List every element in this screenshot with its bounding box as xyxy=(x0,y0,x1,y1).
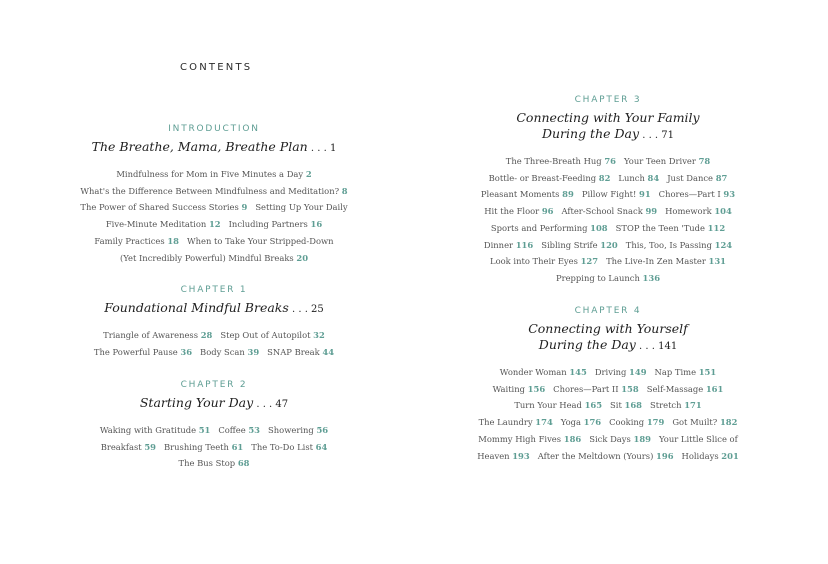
entry-title: Dinner xyxy=(483,239,514,250)
entry-page-number: 136 xyxy=(642,272,661,283)
toc-entry xyxy=(491,223,608,233)
toc-line xyxy=(66,439,362,456)
toc-entry xyxy=(665,206,732,216)
toc-entry xyxy=(616,223,726,233)
entry-title: Lunch xyxy=(618,172,645,183)
toc-entry xyxy=(229,219,323,229)
entry-list xyxy=(66,422,362,472)
toc-entry xyxy=(94,347,192,357)
entry-page-number: 108 xyxy=(590,222,608,233)
section-chapter-3 xyxy=(460,95,756,287)
entry-page-number: 53 xyxy=(248,425,261,435)
section-page: . . . 141 xyxy=(635,341,678,352)
entry-title: Heaven xyxy=(477,450,510,461)
toc-entry xyxy=(561,417,601,427)
entry-title: The Powerful Pause xyxy=(93,346,178,357)
toc-entry xyxy=(667,173,727,183)
toc-entry xyxy=(220,330,324,340)
toc-entry xyxy=(618,173,659,183)
toc-line xyxy=(460,431,756,448)
entry-page-number: 196 xyxy=(656,450,674,461)
entry-title: Look into Their Eyes xyxy=(490,256,578,267)
toc-line xyxy=(66,327,362,344)
toc-entry xyxy=(672,417,737,427)
section-label: CHAPTER 2 xyxy=(180,380,248,390)
entry-title: Yoga xyxy=(560,417,581,428)
entry-page-number: 36 xyxy=(180,346,193,357)
entry-title: Step Out of Autopilot xyxy=(220,330,311,340)
entry-page-number: 8 xyxy=(341,185,348,196)
toc-line xyxy=(460,381,756,398)
entry-title: Pillow Fight! xyxy=(581,189,637,200)
entry-page-number: 61 xyxy=(231,441,244,452)
toc-line xyxy=(460,364,756,381)
section-page: . . . 25 xyxy=(288,304,324,315)
entry-title: The Bus Stop xyxy=(178,458,236,469)
entry-page-number: 104 xyxy=(714,206,732,217)
entry-title: Bottle- or Breast-Feeding xyxy=(488,172,597,183)
section-page: . . . 71 xyxy=(639,130,675,141)
entry-page-number: 20 xyxy=(296,252,309,263)
entry-page-number: 91 xyxy=(639,189,651,200)
toc-entry xyxy=(101,442,156,452)
entry-title: Five-Minute Meditation xyxy=(105,219,207,230)
entry-page-number: 193 xyxy=(512,450,530,461)
section-page: . . . 47 xyxy=(253,399,289,410)
toc-line xyxy=(460,448,756,465)
entry-title: Including Partners xyxy=(228,219,308,230)
entry-page-number: 96 xyxy=(541,206,554,217)
toc-line xyxy=(460,397,756,414)
entry-title: Sick Days xyxy=(589,433,631,444)
entry-title: Chores—Part II xyxy=(553,383,619,394)
toc-entry xyxy=(553,384,639,394)
section-title: The Breathe, Mama, Breathe Plan . . . 1 xyxy=(91,139,337,154)
entry-page-number: 151 xyxy=(698,367,717,377)
toc-entry xyxy=(595,367,647,377)
toc-line xyxy=(460,220,756,237)
entry-page-number: 9 xyxy=(241,202,248,213)
entry-title: Wonder Woman xyxy=(499,367,567,377)
toc-line xyxy=(66,250,362,267)
entry-title: Nap Time xyxy=(654,367,697,377)
entry-list xyxy=(66,327,362,360)
toc-entry xyxy=(484,206,553,216)
toc-entry xyxy=(477,451,530,461)
entry-title: Prepping to Launch xyxy=(555,272,640,283)
entry-title: Your Little Slice of xyxy=(658,433,738,444)
section-page: . . . 1 xyxy=(307,143,337,154)
toc-entry xyxy=(484,240,533,250)
entry-title: Waking with Gratitude xyxy=(99,425,197,435)
entry-page-number: 158 xyxy=(621,383,639,394)
toc-entry xyxy=(179,458,250,468)
entry-page-number: 124 xyxy=(714,239,733,250)
entry-title: Setting Up Your Daily xyxy=(255,202,348,213)
section-label: INTRODUCTION xyxy=(168,124,260,134)
entry-title: Triangle of Awareness xyxy=(103,330,199,340)
entry-page-number: 44 xyxy=(322,346,335,357)
entry-page-number: 179 xyxy=(646,417,665,428)
toc-entry xyxy=(647,384,724,394)
toc-entry xyxy=(610,400,642,410)
toc-line xyxy=(460,153,756,170)
toc-entry xyxy=(541,240,618,250)
entry-page-number: 189 xyxy=(633,433,651,444)
entry-title: Holidays xyxy=(681,450,719,461)
entry-title: Coffee xyxy=(218,425,246,435)
entry-page-number: 76 xyxy=(604,156,616,166)
entry-page-number: 12 xyxy=(208,219,221,230)
entry-page-number: 68 xyxy=(237,458,250,469)
entry-page-number: 51 xyxy=(198,425,211,435)
entry-title: The Three-Breath Hug xyxy=(505,156,602,166)
entry-page-number: 176 xyxy=(583,417,602,428)
entry-title: Hit the Floor xyxy=(484,206,540,217)
entry-page-number: 120 xyxy=(600,239,618,250)
entry-title: Body Scan xyxy=(200,346,245,357)
entry-title: Homework xyxy=(665,206,712,217)
toc-entry xyxy=(478,434,581,444)
entry-page-number: 99 xyxy=(645,206,658,217)
toc-line xyxy=(66,216,362,233)
entry-title: When to Take Your Stripped-Down xyxy=(186,235,334,246)
toc-line xyxy=(66,166,362,183)
entry-title: Brushing Teeth xyxy=(163,441,229,452)
toc-entry xyxy=(514,400,602,410)
toc-entry xyxy=(251,442,327,452)
toc-entry xyxy=(218,425,260,435)
entry-page-number: 174 xyxy=(535,417,553,428)
toc-line xyxy=(66,455,362,472)
entry-page-number: 161 xyxy=(705,383,724,394)
toc-entry xyxy=(624,156,710,166)
entry-page-number: 186 xyxy=(563,433,582,444)
toc-line xyxy=(66,183,362,200)
toc-entry xyxy=(267,347,334,357)
toc-entry xyxy=(200,347,259,357)
entry-page-number: 145 xyxy=(569,367,587,377)
entry-title: After the Meltdown (Yours) xyxy=(537,450,654,461)
entry-page-number: 87 xyxy=(715,172,728,183)
toc-entry xyxy=(650,400,702,410)
toc-entry xyxy=(489,173,611,183)
toc-line xyxy=(66,199,362,216)
entry-title: Sit xyxy=(610,400,622,411)
section-title: Connecting with Your Family During the Day . . . 71 xyxy=(516,110,700,141)
section-title: Starting Your Day . . . 47 xyxy=(139,395,289,410)
entry-page-number: 84 xyxy=(647,172,660,183)
section-label: CHAPTER 4 xyxy=(574,306,642,316)
entry-page-number: 16 xyxy=(310,219,323,230)
toc-entry xyxy=(506,156,616,166)
toc-entry xyxy=(490,256,598,266)
section-title: Connecting with Yourself During the Day . . . 141 xyxy=(528,321,688,352)
toc-line xyxy=(460,414,756,431)
toc-entry xyxy=(606,256,726,266)
section-introduction xyxy=(66,124,362,266)
toc-entry xyxy=(500,367,587,377)
entry-page-number: 182 xyxy=(719,417,738,428)
toc-entry xyxy=(626,240,732,250)
entry-title: The To-Do List xyxy=(251,441,313,452)
toc-line xyxy=(460,203,756,220)
entry-title: The Power of Shared Success Stories xyxy=(80,202,239,213)
section-title: Foundational Mindful Breaks . . . 25 xyxy=(104,300,324,315)
toc-line xyxy=(66,422,362,439)
entry-list xyxy=(460,364,756,464)
toc-line xyxy=(460,170,756,187)
entry-title: Sports and Performing xyxy=(490,222,588,233)
toc-entry xyxy=(100,425,210,435)
toc-entry xyxy=(538,451,674,461)
entry-page-number: 64 xyxy=(315,441,328,452)
entry-title: Your Teen Driver xyxy=(624,156,696,166)
section-label: CHAPTER 1 xyxy=(180,285,248,295)
toc-entry xyxy=(479,417,553,427)
entry-title: Showering xyxy=(268,425,314,435)
entry-page-number: 82 xyxy=(598,172,611,183)
toc-line xyxy=(66,344,362,361)
toc-entry xyxy=(589,434,651,444)
entry-page-number: 59 xyxy=(144,441,156,452)
entry-title: Driving xyxy=(594,367,627,377)
contents-heading: CONTENTS xyxy=(180,62,253,73)
toc-line xyxy=(460,186,756,203)
toc-entry xyxy=(609,417,664,427)
entry-title: Turn Your Head xyxy=(514,400,582,411)
section-chapter-2 xyxy=(66,380,362,472)
entry-page-number: 201 xyxy=(721,450,739,461)
toc-entry xyxy=(80,202,247,212)
entry-page-number: 149 xyxy=(629,367,647,377)
entry-title: STOP the Teen 'Tude xyxy=(615,222,705,233)
entry-page-number: 39 xyxy=(247,346,260,357)
entry-title: Mindfulness for Mom in Five Minutes a Day xyxy=(116,169,304,179)
entry-page-number: 2 xyxy=(305,169,312,179)
entry-title: Breakfast xyxy=(100,441,142,452)
toc-entry xyxy=(493,384,546,394)
entry-page-number: 156 xyxy=(527,383,546,394)
entry-title: After-School Snack xyxy=(561,206,643,217)
toc-entry xyxy=(659,434,738,444)
toc-entry xyxy=(187,236,334,246)
toc-entry xyxy=(659,189,735,199)
entry-page-number: 127 xyxy=(580,256,599,267)
entry-page-number: 112 xyxy=(707,222,726,233)
entry-title: Just Dance xyxy=(667,172,714,183)
toc-entry xyxy=(561,206,657,216)
section-label: CHAPTER 3 xyxy=(574,95,642,105)
entry-title: The Live-In Zen Master xyxy=(606,256,706,267)
entry-page-number: 78 xyxy=(698,156,711,166)
entry-title: Chores—Part I xyxy=(658,189,721,200)
entry-page-number: 165 xyxy=(584,400,603,411)
entry-title: Waiting xyxy=(492,383,525,394)
toc-entry xyxy=(120,253,308,263)
toc-entry xyxy=(268,425,328,435)
entry-page-number: 18 xyxy=(167,235,179,246)
section-chapter-4 xyxy=(460,306,756,464)
toc-entry xyxy=(481,189,574,199)
entry-list xyxy=(460,153,756,287)
entry-list xyxy=(66,166,362,266)
toc-line xyxy=(460,270,756,287)
entry-page-number: 28 xyxy=(200,330,213,340)
entry-title: Self-Massage xyxy=(646,383,704,394)
toc-line xyxy=(460,253,756,270)
toc-entry xyxy=(94,236,179,246)
entry-title: Stretch xyxy=(650,400,682,411)
entry-page-number: 89 xyxy=(562,189,574,200)
entry-title: Pleasant Moments xyxy=(480,189,560,200)
entry-title: The Laundry xyxy=(478,417,533,428)
toc-entry xyxy=(116,169,311,179)
toc-entry xyxy=(106,219,221,229)
entry-title: Mommy High Fives xyxy=(478,433,562,444)
toc-entry xyxy=(164,442,243,452)
entry-title: SNAP Break xyxy=(267,346,320,357)
entry-title: (Yet Incredibly Powerful) Mindful Breaks xyxy=(119,252,294,263)
entry-title: What's the Difference Between Mindfulness and Meditation? xyxy=(80,185,340,196)
entry-title: Sibling Strife xyxy=(541,239,598,250)
entry-page-number: 171 xyxy=(684,400,702,411)
entry-page-number: 56 xyxy=(316,425,329,435)
entry-title: This, Too, Is Passing xyxy=(625,239,712,250)
entry-page-number: 116 xyxy=(515,239,534,250)
entry-title: Got Muilt? xyxy=(672,417,718,428)
toc-entry xyxy=(80,186,347,196)
toc-line xyxy=(66,233,362,250)
toc-entry xyxy=(103,330,212,340)
entry-page-number: 131 xyxy=(708,256,726,267)
toc-entry xyxy=(255,202,347,212)
section-chapter-1 xyxy=(66,285,362,360)
entry-title: Cooking xyxy=(609,417,645,428)
toc-entry xyxy=(582,189,651,199)
toc-line xyxy=(460,237,756,254)
entry-title: Family Practices xyxy=(94,235,165,246)
toc-entry xyxy=(682,451,739,461)
entry-page-number: 168 xyxy=(624,400,642,411)
toc-entry xyxy=(655,367,717,377)
entry-page-number: 93 xyxy=(723,189,736,200)
toc-entry xyxy=(556,273,660,283)
entry-page-number: 32 xyxy=(313,330,325,340)
